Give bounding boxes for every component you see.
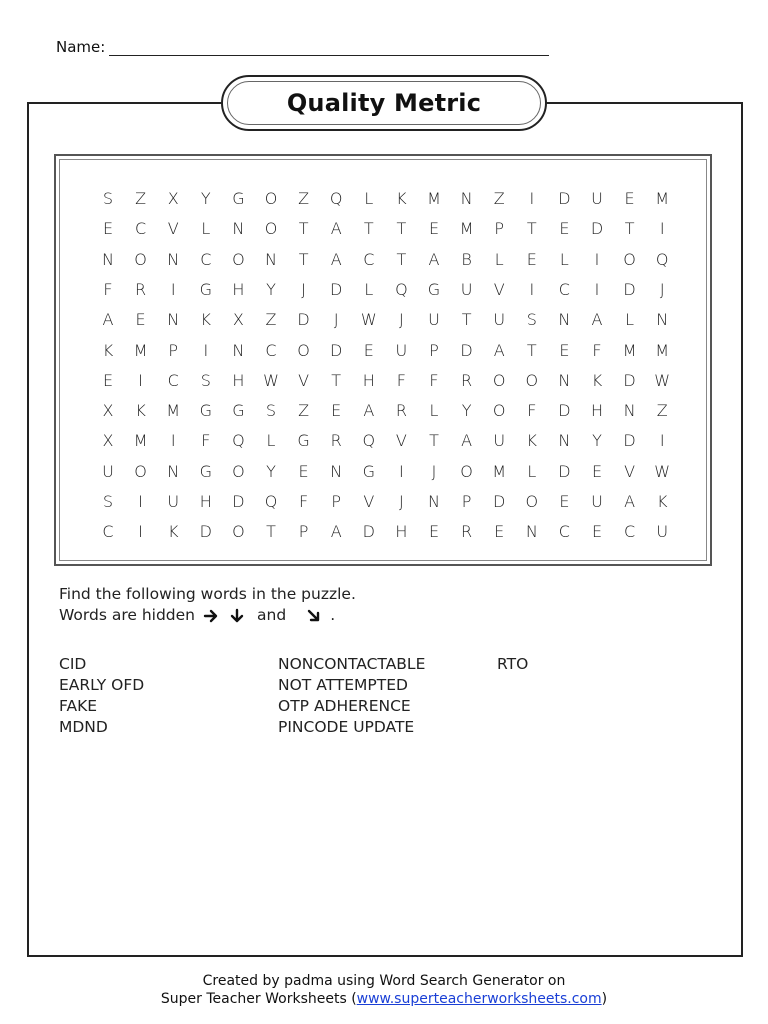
grid-letter: A [330,249,342,269]
footer-credit [0,972,768,1008]
grid-letter: H [590,401,604,421]
grid-letter: D [623,431,636,451]
grid-letter: Z [265,310,277,330]
grid-letter: A [591,310,603,330]
grid-letter: H [395,522,408,542]
grid-letter: F [103,279,113,299]
grid-letter: O [492,370,506,390]
grid-letter: Y [461,401,472,421]
grid-letter: D [558,461,571,481]
grid-letter: X [167,189,179,208]
footer-line-1: Created by padma using Word Search Generator on [202,973,566,989]
grid-letter: N [232,340,245,360]
grid-letter: D [297,310,310,330]
word-item: NONCONTACTABLE [278,655,426,673]
grid-letter: Q [395,279,408,299]
grid-letter: J [301,279,306,299]
grid-letter: K [591,370,603,390]
grid-letter: C [363,249,375,269]
grid-letter: Q [232,431,245,451]
grid-letter: U [167,492,180,511]
grid-letter: U [428,310,440,330]
grid-letter: I [203,340,209,360]
grid-letter: U [493,431,506,451]
grid-letter: T [526,219,537,239]
grid-letter: M [166,401,181,421]
footer-link[interactable]: www.superteacherworksheets.com [356,991,602,1007]
grid-letter: T [396,249,407,269]
grid-letter: G [199,279,212,299]
grid-letter: S [200,370,211,390]
grid-letter: M [622,340,637,360]
grid-letter: K [396,189,407,208]
grid-letter: I [659,219,665,239]
instructions-line-1: Find the following words in the puzzle. [59,585,356,603]
grid-letter: U [656,522,669,542]
grid-letter: Q [329,189,343,208]
grid-letter: M [655,189,670,208]
instructions [59,584,356,626]
grid-letter: P [494,219,505,239]
grid-letter: C [558,279,570,299]
grid-letter: P [461,492,472,511]
grid-letter: A [428,249,440,269]
grid-letter: O [232,522,245,542]
grid-letter: B [461,249,472,269]
grid-letter: D [362,522,375,542]
grid-letter: D [590,219,604,239]
name-label: Name: [56,38,106,56]
instructions-prefix: Words are hidden [59,606,196,624]
grid-letter: I [170,279,176,299]
grid-letter: D [493,492,506,511]
grid-letter: E [428,522,440,542]
footer-prefix: Super Teacher Worksheets ( [160,991,357,1007]
grid-letter: N [167,249,180,269]
grid-letter: Y [592,431,602,451]
grid-letter: O [525,492,539,511]
grid-letter: F [201,431,211,451]
grid-letter: S [102,492,114,511]
grid-letter: X [102,401,114,421]
grid-letter: F [429,370,439,390]
grid-letter: Z [656,401,668,421]
grid-letter: Y [266,461,276,481]
grid-letter: N [558,310,571,330]
grid-letter: I [399,461,404,481]
grid-letter: D [199,522,212,542]
grid-letter: W [263,370,279,390]
and-word: and [257,606,287,624]
instructions-suffix: . [330,606,336,624]
grid-letter: U [591,189,603,208]
grid-letter: M [655,340,670,360]
grid-letter: D [232,492,245,511]
grid-letter: O [134,461,147,481]
name-field-row [56,38,549,56]
word-item: NOT ATTEMPTED [278,676,408,694]
grid-letter: K [167,522,179,542]
grid-letter: Y [200,189,211,208]
word-item: MDND [59,718,108,736]
grid-letter: H [362,370,375,390]
grid-letter: C [102,522,114,542]
grid-letter: K [102,340,114,360]
grid-letter: V [363,492,375,511]
grid-letter: T [331,370,342,390]
grid-letter: O [297,340,310,360]
grid-letter: L [266,431,276,451]
word-item: FAKE [59,697,98,715]
grid-letter: P [168,340,179,360]
grid-letter: H [199,492,212,511]
grid-letter: D [330,279,343,299]
grid-letter: Q [264,492,278,511]
grid-letter: T [266,522,276,542]
grid-letter: E [331,401,342,421]
grid-letter: D [330,340,343,360]
grid-letter: M [427,189,441,208]
grid-letter: E [135,310,146,330]
grid-letter: J [431,461,437,481]
grid-letter: V [493,279,505,299]
grid-letter: K [200,310,212,330]
grid-letter: R [395,401,407,421]
grid-letter: T [429,431,439,451]
grid-letter: A [330,522,342,542]
grid-letter: W [360,310,377,330]
word-list-column-3 [497,654,528,675]
grid-letter: E [559,340,570,360]
grid-letter: R [135,279,147,299]
grid-letter: D [623,370,636,390]
grid-letter: O [492,401,506,421]
grid-letter: T [363,219,374,239]
grid-letter: K [526,431,538,451]
grid-letter: N [102,249,114,269]
grid-letter: G [232,189,245,208]
grid-letter: S [265,401,277,421]
grid-letter: N [460,189,473,208]
grid-letter: C [624,522,636,542]
grid-letter: W [654,370,671,390]
grid-letter: V [395,431,407,451]
grid-letter: N [428,492,440,511]
grid-letter: Z [298,189,310,208]
word-search-grid [54,154,712,566]
grid-letter: R [461,370,473,390]
grid-letter: G [199,461,212,481]
grid-letter: D [623,279,636,299]
grid-letter: I [659,431,665,451]
grid-letter: C [167,370,179,390]
grid-letter: Z [493,189,505,208]
grid-letter: I [594,249,600,269]
grid-letter: U [460,279,473,299]
grid-letter: N [167,310,180,330]
grid-letter: P [429,340,439,360]
grid-letter: E [526,249,537,269]
grid-letter: I [170,431,176,451]
grid-letter: C [200,249,212,269]
grid-letter: T [526,340,537,360]
grid-letter: E [102,370,114,390]
grid-letter: L [527,461,537,481]
grid-letter: W [654,461,671,481]
grid-letter: X [232,310,244,330]
grid-letter: S [526,310,537,330]
grid-letter: O [525,370,539,390]
arrow-down-icon [227,606,247,626]
grid-letter: N [265,249,277,269]
grid-letter: E [624,189,635,208]
grid-letter: Q [362,431,376,451]
grid-letter: D [460,340,473,360]
grid-letter: M [133,340,148,360]
grid-letter: P [298,522,309,542]
grid-letter: G [427,279,441,299]
grid-letter: G [199,401,212,421]
grid-letter: N [558,431,571,451]
word-item: RTO [497,655,529,673]
grid-letter: T [396,219,407,239]
grid-letter: Z [298,401,310,421]
grid-letter: E [591,522,603,542]
grid-letter: P [331,492,342,511]
grid-letter: A [493,340,505,360]
grid-letter: L [364,279,374,299]
grid-letter: K [656,492,668,511]
grid-letter: F [298,492,309,511]
grid-letter: V [298,370,310,390]
grid-letter: R [461,522,473,542]
grid-letter: E [363,340,374,360]
grid-letter: M [459,219,474,239]
grid-letter: I [529,189,535,208]
instructions-line-2 [59,605,356,626]
grid-letter: L [364,189,374,208]
grid-letter: F [527,401,537,421]
grid-letter: A [461,431,473,451]
grid-letter: Z [135,189,147,208]
grid-letter: M [133,431,148,451]
grid-letter: E [559,492,570,511]
grid-letter: J [399,492,404,511]
word-item: EARLY OFD [59,676,145,694]
grid-letter: F [592,340,602,360]
grid-letter: E [591,461,603,481]
grid-letter: U [591,492,603,511]
grid-letter: F [396,370,406,390]
grid-letter: I [529,279,535,299]
grid-letter: E [494,522,505,542]
arrow-down-right-icon [304,606,324,626]
grid-letter: Q [655,249,669,269]
grid-letter: V [167,219,179,239]
grid-letter: G [232,401,245,421]
title-banner [221,75,547,131]
grid-letter: E [102,219,114,239]
grid-letter: K [135,401,146,421]
grid-letter: G [362,461,375,481]
grid-letter: A [330,219,342,239]
grid-letter: O [264,219,278,239]
grid-letter: E [428,219,440,239]
arrow-right-icon [201,606,221,626]
grid-letter: O [134,249,147,269]
grid-letter: C [135,219,147,239]
grid-letter: C [558,522,570,542]
grid-letter: L [625,310,635,330]
grid-letter: H [232,370,245,390]
grid-letter: T [298,249,309,269]
grid-letter: N [525,522,538,542]
page-title: Quality Metric [286,89,482,117]
grid-letter: C [265,340,277,360]
grid-letter: I [138,492,143,511]
grid-letter: T [298,219,309,239]
footer-suffix: ) [601,991,608,1007]
grid-letter: Y [266,279,276,299]
grid-letter: A [624,492,636,511]
grid-letter: E [559,219,570,239]
grid-letter: N [623,401,636,421]
grid-letter: D [558,189,571,208]
grid-letter: U [102,461,114,481]
grid-letter: O [460,461,473,481]
grid-letter: E [298,461,309,481]
grid-letter: T [624,219,635,239]
grid-letter: L [559,249,569,269]
grid-letter: I [138,370,143,390]
grid-letter: N [330,461,343,481]
grid-letter: O [264,189,278,208]
grid-letter: L [201,219,211,239]
grid-letter: U [395,340,408,360]
grid-letter: J [333,310,339,330]
grid-letter: I [594,279,600,299]
grid-letter: M [492,461,507,481]
grid-letter: S [102,189,114,208]
grid-letter: J [659,279,665,299]
grid-letter: O [623,249,636,269]
grid-letter: G [297,431,310,451]
grid-letter: X [102,431,114,451]
grid-letter: O [232,461,245,481]
grid-letter: O [232,249,245,269]
grid-letter: N [232,219,245,239]
grid-letter: A [363,401,375,421]
grid-letter: A [102,310,114,330]
grid-letter: H [232,279,245,299]
grid-letter: J [399,310,404,330]
word-item: PINCODE UPDATE [278,718,415,736]
grid-letter: N [656,310,669,330]
footer-line-2 [0,990,768,1008]
grid-letter: N [558,370,571,390]
grid-letter: L [429,401,439,421]
grid-letter: D [558,401,571,421]
grid-letter: U [493,310,506,330]
grid-letter: I [138,522,143,542]
word-item: OTP ADHERENCE [278,697,411,715]
word-list-column-2 [278,654,425,738]
grid-letter: N [167,461,180,481]
grid-letter: R [330,431,342,451]
word-item: CID [59,655,87,673]
name-blank-line[interactable] [109,41,549,56]
grid-letter: L [494,249,504,269]
grid-letter: V [624,461,636,481]
grid-letter: T [461,310,472,330]
word-list-column-1 [59,654,144,738]
